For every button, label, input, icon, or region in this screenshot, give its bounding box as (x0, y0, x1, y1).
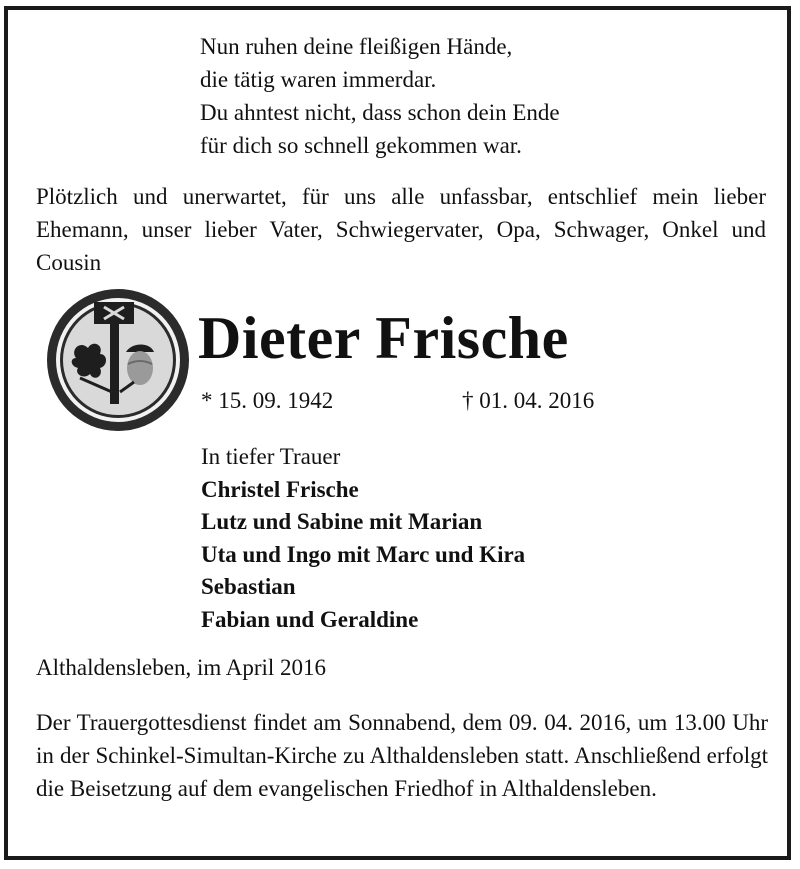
poem-line: Du ahntest nicht, dass schon dein Ende (200, 100, 560, 125)
miners-emblem-icon (46, 288, 190, 432)
poem-line: die tätig waren immerdar. (200, 67, 437, 92)
intro-text: Plötzlich und unerwartet, für uns alle unfassbar, entschlief mein lieber Ehemann, unser lieber Vater, Schwiegervater, Opa, Schwager, Onkel und Cousin (36, 184, 766, 275)
birth-date: * 15. 09. 1942 (201, 388, 334, 413)
mourners-block (201, 441, 525, 636)
death-date: † 01. 04. 2016 (462, 388, 595, 413)
poem-line: Nun ruhen deine fleißigen Hände, (200, 34, 513, 59)
mourner-name: Fabian und Geraldine (201, 606, 419, 632)
mourner-name: Lutz und Sabine mit Marian (201, 509, 483, 534)
place-and-date: Althaldensleben, im April 2016 (36, 655, 327, 680)
mourner-name: Uta und Ingo mit Marc und Kira (201, 541, 526, 567)
mourners-heading: In tiefer Trauer (201, 444, 341, 469)
deceased-name: Dieter Frische (198, 305, 569, 371)
mourner-name: Christel Frische (201, 476, 359, 502)
poem (200, 30, 560, 162)
funeral-service-info: Der Trauergottesdienst findet am Sonnabend, dem 09. 04. 2016, um 13.00 Uhr in der Schinkel-Simultan-Kirche zu Althaldensleben statt. Anschließend erfolgt die Beisetzung auf dem evangelischen Friedhof in Althaldensleben. (36, 710, 768, 801)
mourner-name: Sebastian (201, 574, 296, 599)
poem-line: für dich so schnell gekommen war. (200, 133, 522, 158)
